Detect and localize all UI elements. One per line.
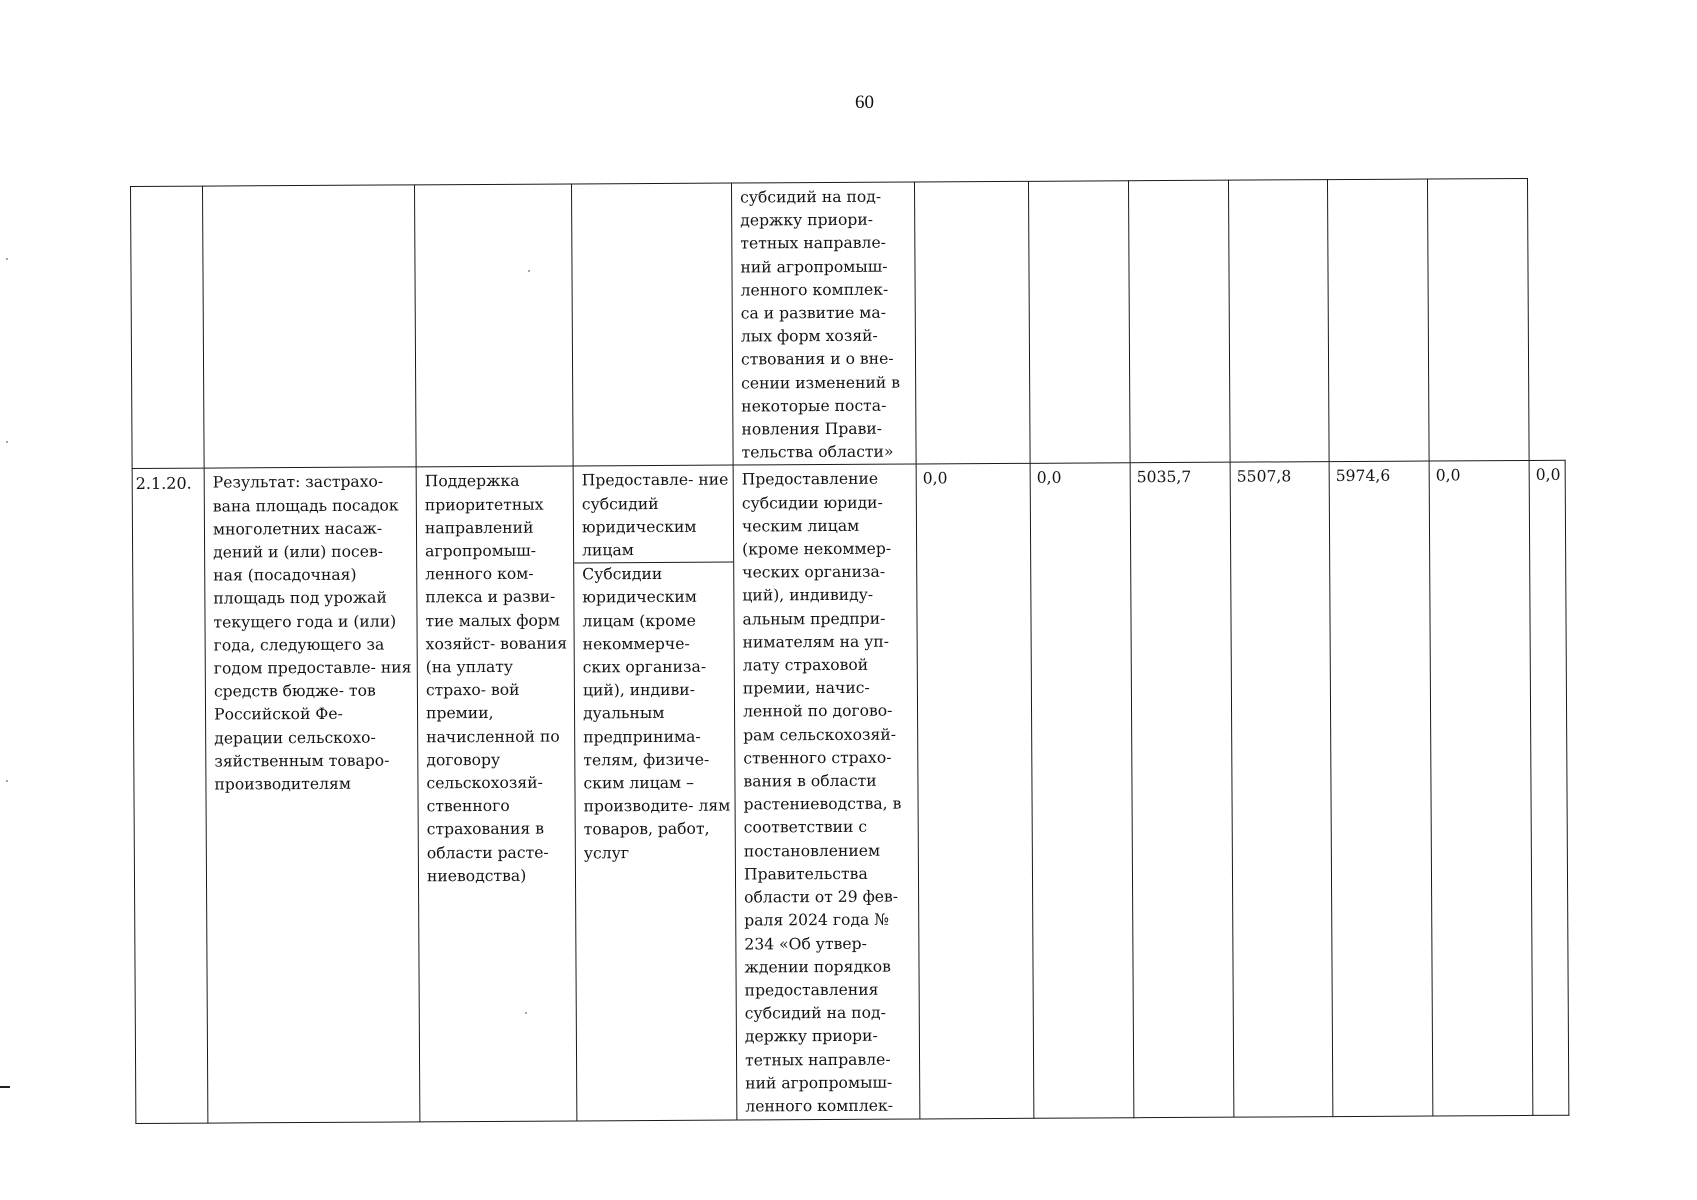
continuation-text: субсидий на под- держку приори- тетных направле- ний агропромыш- ленного комплек- са и развитие ма- лых форм хозяй- ствования и о вне- сении изменений в некоторые поста- новления Прави- тельства области» [740, 187, 901, 462]
measure-cell [414, 184, 573, 467]
value-col-5: 5974,6 [1329, 461, 1433, 1117]
type-cell [571, 183, 733, 466]
margin-mark [0, 1086, 10, 1088]
value-col-3: 5035,7 [1130, 463, 1234, 1119]
result-cell [203, 185, 417, 469]
row-result: Результат: застрахо- вана площадь посадок многолетних насаж- дений и (или) посев- ная (посадочная) площадь под урожай текущего года и (или) года, следующего за годом предоставле- ния средств бюдже- тов Российской Фе- дерации сельскохо- зяйственным товаро- производителям [204, 467, 420, 1123]
description-cell [731, 182, 916, 465]
value-col-7: 0,0 [1529, 461, 1569, 1116]
type-detail: Субсидии юридическим лицам (кроме некоммерче- ских организа- ций), индиви- дуальным предпринима- телям, физиче- ским лицам – производите- лям товаров, работ, услуг [582, 565, 731, 863]
value-cell [1327, 179, 1429, 462]
value-cell [1028, 181, 1130, 464]
row-type [573, 465, 737, 1121]
value-col-2: 0,0 [1030, 463, 1134, 1119]
value-col-6: 0,0 [1429, 461, 1533, 1117]
code-cell [131, 186, 205, 469]
page-number: 60 [855, 92, 874, 113]
scan-speck [6, 780, 8, 782]
row-code: 2.1.20. [132, 469, 208, 1124]
value-col-1: 0,0 [916, 464, 1034, 1120]
table-row-continuation [131, 178, 1565, 469]
value-col-4: 5507,8 [1230, 462, 1333, 1118]
type-label: Предоставле- ние субсидий юридическим лицам [574, 469, 734, 563]
row-measure: Поддержка приоритетных направлений агропромыш- ленного ком- плекса и разви- тие малых форм хозяйст- вования (на уплату страхо- вой премии, начисленной по договору сельскохозяй- ственного страхования в области расте- ниеводства) [416, 466, 577, 1122]
budget-table [130, 178, 1569, 1125]
row-description: Предоставление субсидии юриди- ческим лицам (кроме некоммер- ческих организа- ций), индивиду- альным предпри- нимателям на уп- лату страховой премии, начис- ленной по догово- рам сельскохозяй- ственного страхо- вания в области растениеводства, в соответствии с постановлением Правительства области от 29 фев- раля 2024 года № 234 «Об утвер- ждении порядков предоставления субсидий на под- держку приори- тетных направле- ний агропромыш- ленного комплек- [733, 464, 920, 1120]
scan-speck [6, 258, 8, 260]
value-cell [1427, 178, 1529, 461]
type-subtable [574, 469, 735, 865]
value-cell [1228, 180, 1329, 463]
scan-speck [6, 441, 8, 443]
table-row [132, 461, 1569, 1124]
value-cell [914, 181, 1030, 464]
value-cell [1128, 180, 1230, 463]
